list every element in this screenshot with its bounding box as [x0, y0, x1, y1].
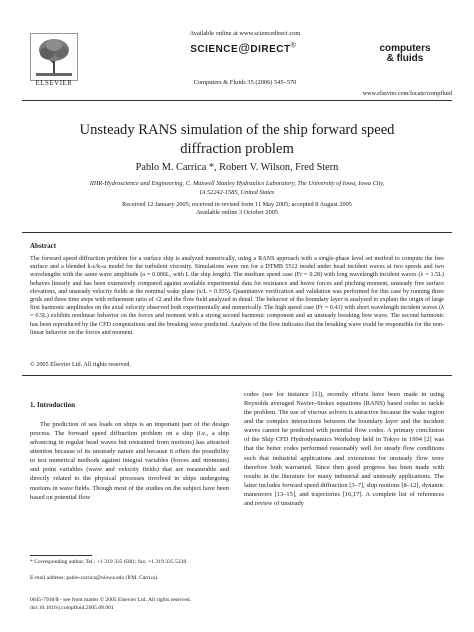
intro-paragraph-right: codes (see for instance [1]), recently efforts have been made in using Reynolds averaged Navier–Stokes equations (RANS) based codes to tackle the problem. The use of viscous solvers is attractive because the wake region and the complex interactions between the boundary layer and the incident waves cannot be predicted with potential flow codes. A primary conclusion of the Ship CFD Hydrodynamics Workshop held in Tokyo in 1994 [2] was that the better codes performed reasonably well for steady flow conditions such that industrial applications and extensions for unsteady flow were therefore both warranted. Since then good progress has been made with results in the literature for many industrial and unsteady applications. The latter includes forward speed diffraction [3–7], ship motions [8–12], dynamic maneuvers [13–15], and trajectories [16,17]. A complete list of references and review of unsteady	[244, 391, 444, 507]
affiliation	[48, 179, 426, 197]
article-title	[40, 121, 434, 158]
issn-line: 0045-7930/$ - see front matter © 2005 Elsevier Ltd. All rights reserved.	[30, 597, 191, 603]
sciencedirect-logo	[163, 41, 323, 55]
footnote-rule	[30, 555, 92, 556]
received-dates: Received 12 January 2005; received in revised form 11 May 2005; accepted 8 August 2005	[122, 201, 352, 208]
abstract-top-rule	[22, 232, 452, 233]
available-online-date: Available online 3 October 2005	[195, 209, 279, 216]
sciencedirect-logo-reg: ®	[290, 42, 296, 50]
sciencedirect-logo-left: SCIENCE	[190, 44, 239, 55]
doi-line: doi:10.1016/j.compfluid.2005.08.001	[30, 605, 114, 611]
abstract-bottom-rule	[22, 375, 452, 376]
abstract-heading: Abstract	[30, 242, 57, 250]
body-column-left	[30, 420, 229, 502]
footnote-corresponding-author: * Corresponding author. Tel.: +1 319 335 6381; fax: +1 319 335 5238.	[30, 559, 188, 565]
elsevier-tree-logo	[30, 33, 78, 81]
abstract-copyright: © 2005 Elsevier Ltd. All rights reserved.	[30, 361, 131, 368]
abstract-body	[30, 255, 444, 337]
header-rule	[22, 100, 452, 101]
abstract-paragraph: The forward speed diffraction problem for a surface ship is analyzed numerically, using a RANS approach with a single-phase level set method to compute the free surface and a blended k-ε/k-ω model for the turbulent viscosity. Simulations were run for a DTMB 5512 model under head incident waves at two speeds and two wavelengths with the same wave amplitude (a = 0.006L, with L the ship length). The medium speed case (Fr = 0.28) with long wavelength incident waves (λ = 1.5L) behaves linearly and has been extensively compared against available experimental data for resistance and heave forces and pitching moment, unsteady free surface elevations, and unsteady velocity fields at the nominal wake plane (x/L = 0.935). Quantitative verification and validation was performed for this case by running three grids and three time steps with refinement ratio of √2 and the flow field analyzed in detail. The behavior of the boundary layer is analyzed to explain the origin of large first harmonic amplitudes on the axial velocity observed both experimentally and numerically. The high speed case (Fr = 0.41) with short wavelength incident waves (λ = 0.5L) exhibits nonlinear behavior on the forces and moment with a strong second harmonic component and an unsteady breaking bow wave. The second harmonic has been reproduced by the CFD computations and the breaking wave predicted. Analysis of the flow indicates that the breaking wave could be responsible for the non-linear behavior on the forces and moment.	[30, 256, 444, 336]
author-list: Pablo M. Carrica *, Robert V. Wilson, Fred Stern	[135, 162, 339, 173]
affiliation-line-1: IIHR-Hydroscience and Engineering, C. Maxwell Stanley Hydraulics Laboratory, The University of Iowa, Iowa City,	[89, 180, 385, 187]
title-line-1: Unsteady RANS simulation of the ship forward speed	[79, 122, 395, 138]
affiliation-line-2: IA 52242-1585, United States	[199, 189, 275, 196]
computers-fluids-logo	[366, 44, 444, 64]
available-online-line: Available online at www.sciencedirect.com	[189, 30, 301, 37]
section-heading-introduction: 1. Introduction	[30, 401, 75, 409]
journal-logo-line2: & fluids	[386, 53, 424, 64]
journal-reference: Computers & Fluids 35 (2006) 545–570	[193, 79, 297, 86]
sciencedirect-logo-right: DIRECT	[250, 44, 291, 55]
journal-url: www.elsevier.com/locate/compfluid	[362, 90, 452, 97]
intro-paragraph-left: The prediction of sea loads on ships is an important part of the design process. The forward speed diffraction problem on a ship (i.e., a ship advancing in regular head waves but restrained from motions) has attracted attention because of its unsteady nature and because it offers the possibility to test numerical methods against integral variables (forces and moments) and point variables (wave and velocity fields) that are measurable and directly related to the physical processes involved in ships undergoing motions in wave fields. Though most of the studies on the subject have been based on potential flow	[30, 421, 229, 501]
footnote-email: E-mail address: pablo-carrica@uiowa.edu (P.M. Carrica).	[30, 575, 159, 581]
body-column-right	[244, 390, 444, 508]
sciencedirect-at-icon: @	[238, 41, 251, 55]
title-line-2: diffraction problem	[180, 140, 294, 157]
journal-logo-line1: computers	[379, 43, 431, 54]
elsevier-wordmark: ELSEVIER	[35, 80, 73, 87]
